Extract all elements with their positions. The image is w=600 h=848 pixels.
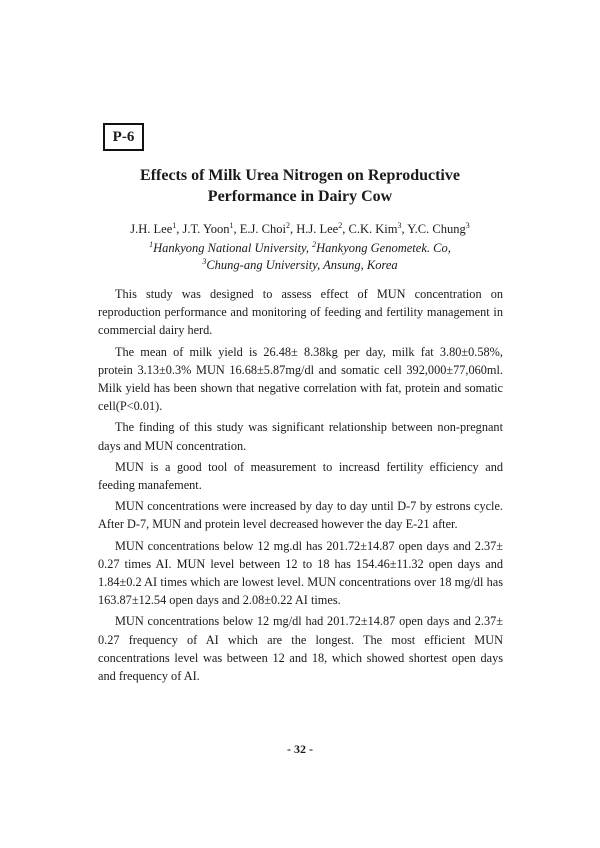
- author: J.H. Lee: [130, 222, 173, 236]
- paragraph: The finding of this study was significant relationship between non-pregnant days and MUN concentration.: [98, 420, 503, 453]
- author-affiliation-mark: 2: [338, 220, 343, 230]
- author-affiliation-mark: 1: [229, 220, 234, 230]
- title-line-1: Effects of Milk Urea Nitrogen on Reproductive: [140, 167, 460, 184]
- affiliation-mark: 3: [202, 256, 207, 266]
- paragraph: MUN concentrations below 12 mg/dl had 201.72±14.87 open days and 2.37± 0.27 frequency of AI which are the longest. The most efficient MUN concentrations level was between 12 and 18, which showed shortest open days and frequency of AI.: [98, 614, 503, 684]
- affiliations: [80, 240, 520, 274]
- abstract-body: [98, 285, 503, 688]
- affiliation-1: Hankyong National University,: [153, 241, 313, 255]
- title-line-2: Performance in Dairy Cow: [207, 188, 393, 205]
- author: J.T. Yoon: [182, 222, 230, 236]
- page-number: - 32 -: [287, 742, 313, 756]
- author-list: J.H. Lee$^1$, J.T. Yoon$^1$, E.J. Choi$^2$, H.J. Lee$^2$, C.K. Kim$^3$, Y.C. Chung$^3$: [130, 220, 470, 236]
- author-affiliation-mark: 2: [285, 220, 290, 230]
- author: E.J. Choi: [239, 222, 286, 236]
- author: C.K. Kim: [348, 222, 398, 236]
- affiliation-line-1: [80, 240, 520, 257]
- affiliation-2: Hankyong Genometek. Co,: [316, 241, 451, 255]
- author: H.J. Lee: [296, 222, 339, 236]
- author: Y.C. Chung: [407, 222, 466, 236]
- author-affiliation-mark: 3: [397, 220, 402, 230]
- section-tag: P-6: [103, 123, 144, 151]
- paper-title: [90, 165, 510, 207]
- author-affiliation-mark: 1: [172, 220, 177, 230]
- affiliation-mark: 1: [149, 239, 154, 249]
- paragraph: This study was designed to assess effect of MUN concentration on reproduction performance and monitoring of feeding and fertility management in commercial dairy herd.: [98, 287, 503, 338]
- paragraph: The mean of milk yield is 26.48± 8.38kg per day, milk fat 3.80±0.58%, protein 3.13±0.3% MUN 16.68±5.87mg/dl and somatic cell 392,000±77,060ml. Milk yield has been shown that negative correlation with fat, protein and somatic cell(P<0.01).: [98, 344, 503, 414]
- affiliation-3: Chung-ang University, Ansung, Korea: [206, 258, 398, 272]
- paragraph: MUN concentrations below 12 mg.dl has 201.72±14.87 open days and 2.37± 0.27 times AI. MUN level between 12 to 18 has 154.46±11.32 open days and 1.84±0.2 AI times which are lowest level. MUN concentrations over 18 mg/dl has 163.87±12.54 open days and 2.08±0.22 AI times.: [98, 538, 503, 608]
- paragraph: MUN concentrations were increased by day to day until D-7 by estrons cycle. After D-7, MUN and protein level decreased however the day E-21 after.: [98, 499, 503, 532]
- author-affiliation-mark: 3: [465, 220, 470, 230]
- paragraph: MUN is a good tool of measurement to increasd fertility efficiency and feeding manafement.: [98, 459, 503, 493]
- affiliation-line-2: [80, 257, 520, 274]
- affiliation-mark: 2: [312, 239, 317, 249]
